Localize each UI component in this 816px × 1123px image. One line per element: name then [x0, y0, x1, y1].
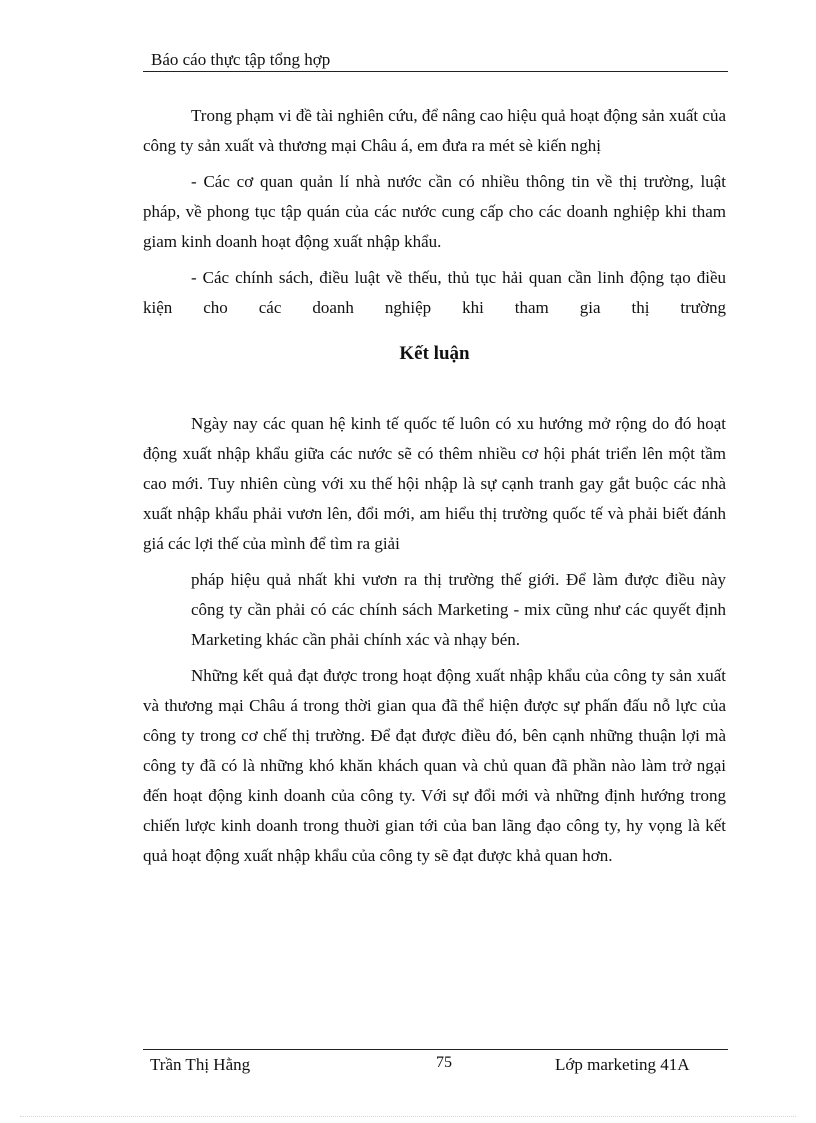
recommendation-1: - Các cơ quan quản lí nhà nước cần có nhiều thông tin về thị trường, luật pháp, về phong tục tập quán của các nước cung cấp cho các doanh nghiệp khi tham giam kinh doanh hoạt động xuất nhập khẩu.: [143, 172, 726, 251]
page-number: 75: [436, 1054, 452, 1071]
conclusion-paragraph-2: pháp hiệu quả nhất khi vươn ra thị trường thế giới. Để làm được điều này công ty cần phải có các chính sách Marketing - mix cũng như các quyết định Marketing khác cần phải chính xác và nhạy bén.: [191, 570, 726, 649]
recommendation-2: - Các chính sách, điều luật về thếu, thủ tục hải quan cần linh động tạo điều kiện cho các doanh nghiệp khi tham gia thị trường: [143, 268, 726, 317]
footer-divider: [143, 1049, 728, 1050]
footer-author: Trần Thị Hằng: [150, 1055, 251, 1074]
header-divider: [143, 71, 728, 72]
page-body: [143, 101, 726, 877]
intro-paragraph: Trong phạm vi đề tài nghiên cứu, để nâng cao hiệu quả hoạt động sản xuất của công ty sản xuất và thương mại Châu á, em đưa ra mét sè kiến nghị: [143, 106, 726, 155]
conclusion-paragraph-3: Những kết quả đạt được trong hoạt động xuất nhập khẩu của công ty sản xuất và thương mại Châu á trong thời gian qua đã thể hiện được sự phấn đấu nỗ lực của công ty trong cơ chế thị trường. Để đạt được điều đó, bên cạnh những thuận lợi mà công ty đã có là những khó khăn khách quan và chủ quan đã phần nào làm trở ngại đến hoạt động kinh doanh của công ty. Với sự đổi mới và những định hướng trong chiến lược kinh doanh trong thuời gian tới của ban lãng đạo công ty, hy vọng là kết quả hoạt động xuất nhập khẩu của công ty sẽ đạt được khả quan hơn.: [143, 666, 726, 865]
page-bottom-border: [20, 1116, 796, 1117]
page-header-title: Báo cáo thực tập tổng hợp: [151, 50, 331, 69]
footer-class-name: Lớp marketing 41A: [555, 1055, 690, 1074]
conclusion-paragraph-1: Ngày nay các quan hệ kinh tế quốc tế luôn có xu hướng mở rộng do đó hoạt động xuất nhập khẩu giữa các nước sẽ có thêm nhiều cơ hội phát triển lên một tầm cao mới. Tuy nhiên cùng với xu thế hội nhập là sự cạnh tranh gay gắt buộc các nhà xuất nhập khẩu phải vươn lên, đổi mới, am hiểu thị trường quốc tế và phải biết đánh giá các lợi thế của mình để tìm ra giải: [143, 414, 726, 553]
conclusion-heading: Kết luận: [399, 343, 470, 364]
